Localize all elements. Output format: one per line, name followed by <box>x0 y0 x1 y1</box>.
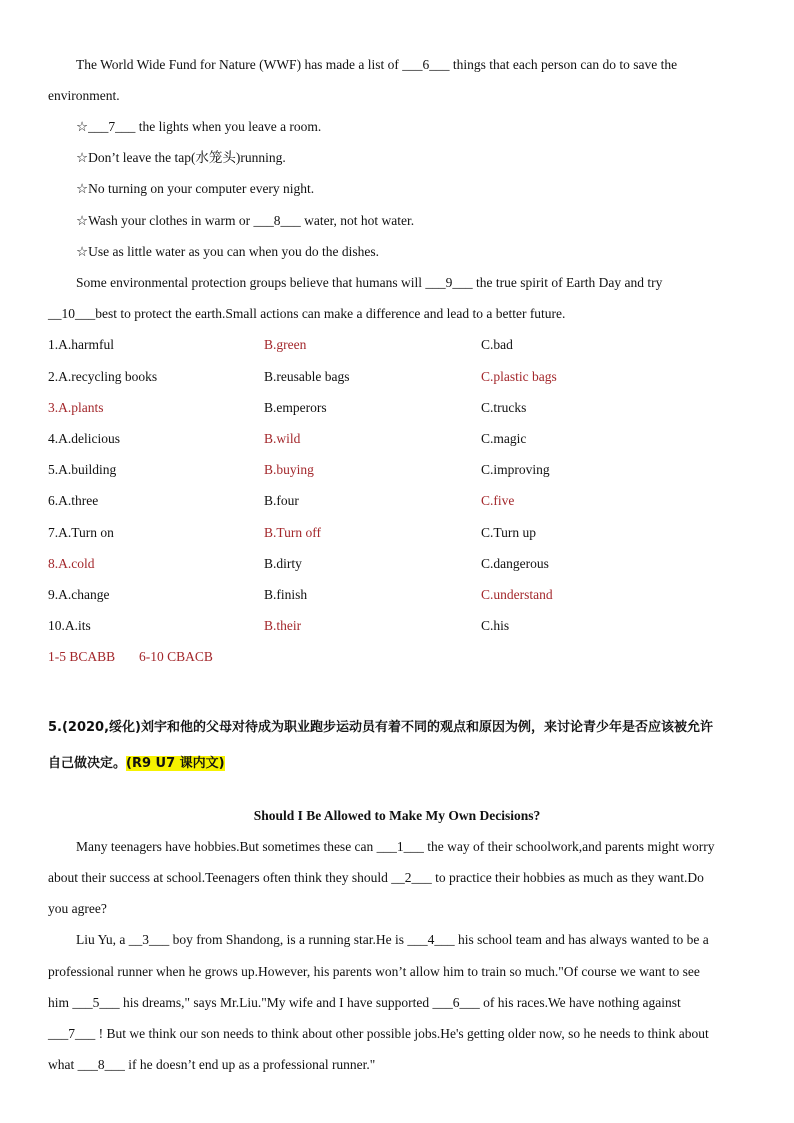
passage-line: him ___5___ his dreams," says Mr.Liu."My wife and I have supported ___6___ of his races.We have nothing against <box>48 995 681 1010</box>
answer-key-1-5: 1-5 BCABB <box>48 649 116 664</box>
passage-title: Should I Be Allowed to Make My Own Decisions? <box>253 808 541 823</box>
option-c: C.bad <box>481 337 513 352</box>
passage-line: ☆Don’t leave the tap(水笼头)running. <box>76 150 286 165</box>
option-a: 8.A.cold <box>48 556 95 571</box>
option-b: B.wild <box>264 431 301 446</box>
passage-line: Liu Yu, a __3___ boy from Shandong, is a running star.He is ___4___ his school team and has always wanted to be a <box>76 932 709 947</box>
option-a: 4.A.delicious <box>48 431 120 446</box>
passage-line: ___7___ ! But we think our son needs to think about other possible jobs.He's getting older now, so he needs to think about <box>48 1026 709 1041</box>
answer-key-6-10: 6-10 CBACB <box>139 649 213 664</box>
passage-line: Many teenagers have hobbies.But sometimes these can ___1___ the way of their schoolwork,and parents might worry <box>76 839 715 854</box>
passage-line: ☆No turning on your computer every night. <box>76 181 315 196</box>
option-b: B.buying <box>264 462 314 477</box>
option-c: C.understand <box>481 587 553 602</box>
option-c: C.improving <box>481 462 550 477</box>
passage-line: ☆Use as little water as you can when you do the dishes. <box>76 244 380 259</box>
option-c: C.plastic bags <box>481 369 557 384</box>
passage-line: ☆Wash your clothes in warm or ___8___ water, not hot water. <box>76 213 415 228</box>
option-c: C.Turn up <box>481 525 537 540</box>
passage-line: what ___8___ if he doesn’t end up as a professional runner." <box>48 1057 376 1072</box>
passage-line: The World Wide Fund for Nature (WWF) has made a list of ___6___ things that each person can do to save the <box>76 57 678 72</box>
option-b: B.four <box>264 493 299 508</box>
question-heading-cont <box>48 756 225 772</box>
passage-line: environment. <box>48 88 120 103</box>
option-b: B.Turn off <box>264 525 322 540</box>
option-b: B.their <box>264 618 302 633</box>
passage-line: Some environmental protection groups believe that humans will ___9___ the true spirit of Earth Day and try <box>76 275 663 290</box>
option-b: B.green <box>264 337 307 352</box>
option-c: C.five <box>481 493 515 508</box>
option-c: C.dangerous <box>481 556 549 571</box>
passage-line: __10___best to protect the earth.Small actions can make a difference and lead to a better future. <box>48 306 566 321</box>
option-c: C.trucks <box>481 400 527 415</box>
passage-line: professional runner when he grows up.However, his parents won’t allow him to train so much."Of course we want to see <box>48 964 700 979</box>
option-a: 5.A.building <box>48 462 117 477</box>
passage-line: ☆___7___ the lights when you leave a room. <box>76 119 322 134</box>
passage-line: you agree? <box>48 901 107 916</box>
option-b: B.reusable bags <box>264 369 350 384</box>
question-heading: 5.(2020,绥化)刘宇和他的父母对待成为职业跑步运动员有着不同的观点和原因为例，来讨论青少年是否应该被允许 <box>48 720 713 735</box>
option-a: 6.A.three <box>48 493 99 508</box>
option-b: B.dirty <box>264 556 302 571</box>
option-a: 1.A.harmful <box>48 337 114 352</box>
option-a: 3.A.plants <box>48 400 104 415</box>
option-a: 2.A.recycling books <box>48 369 158 384</box>
source-tag: (R9 U7 课内文) <box>126 756 225 771</box>
passage-line: about their success at school.Teenagers often think they should __2___ to practice their hobbies as much as they want.Do <box>48 870 704 885</box>
option-a: 7.A.Turn on <box>48 525 114 540</box>
option-a: 10.A.its <box>48 618 91 633</box>
option-a: 9.A.change <box>48 587 110 602</box>
option-c: C.his <box>481 618 510 633</box>
option-b: B.finish <box>264 587 308 602</box>
question-heading-text: 自己做决定。 <box>48 756 127 771</box>
option-b: B.emperors <box>264 400 327 415</box>
option-c: C.magic <box>481 431 527 446</box>
